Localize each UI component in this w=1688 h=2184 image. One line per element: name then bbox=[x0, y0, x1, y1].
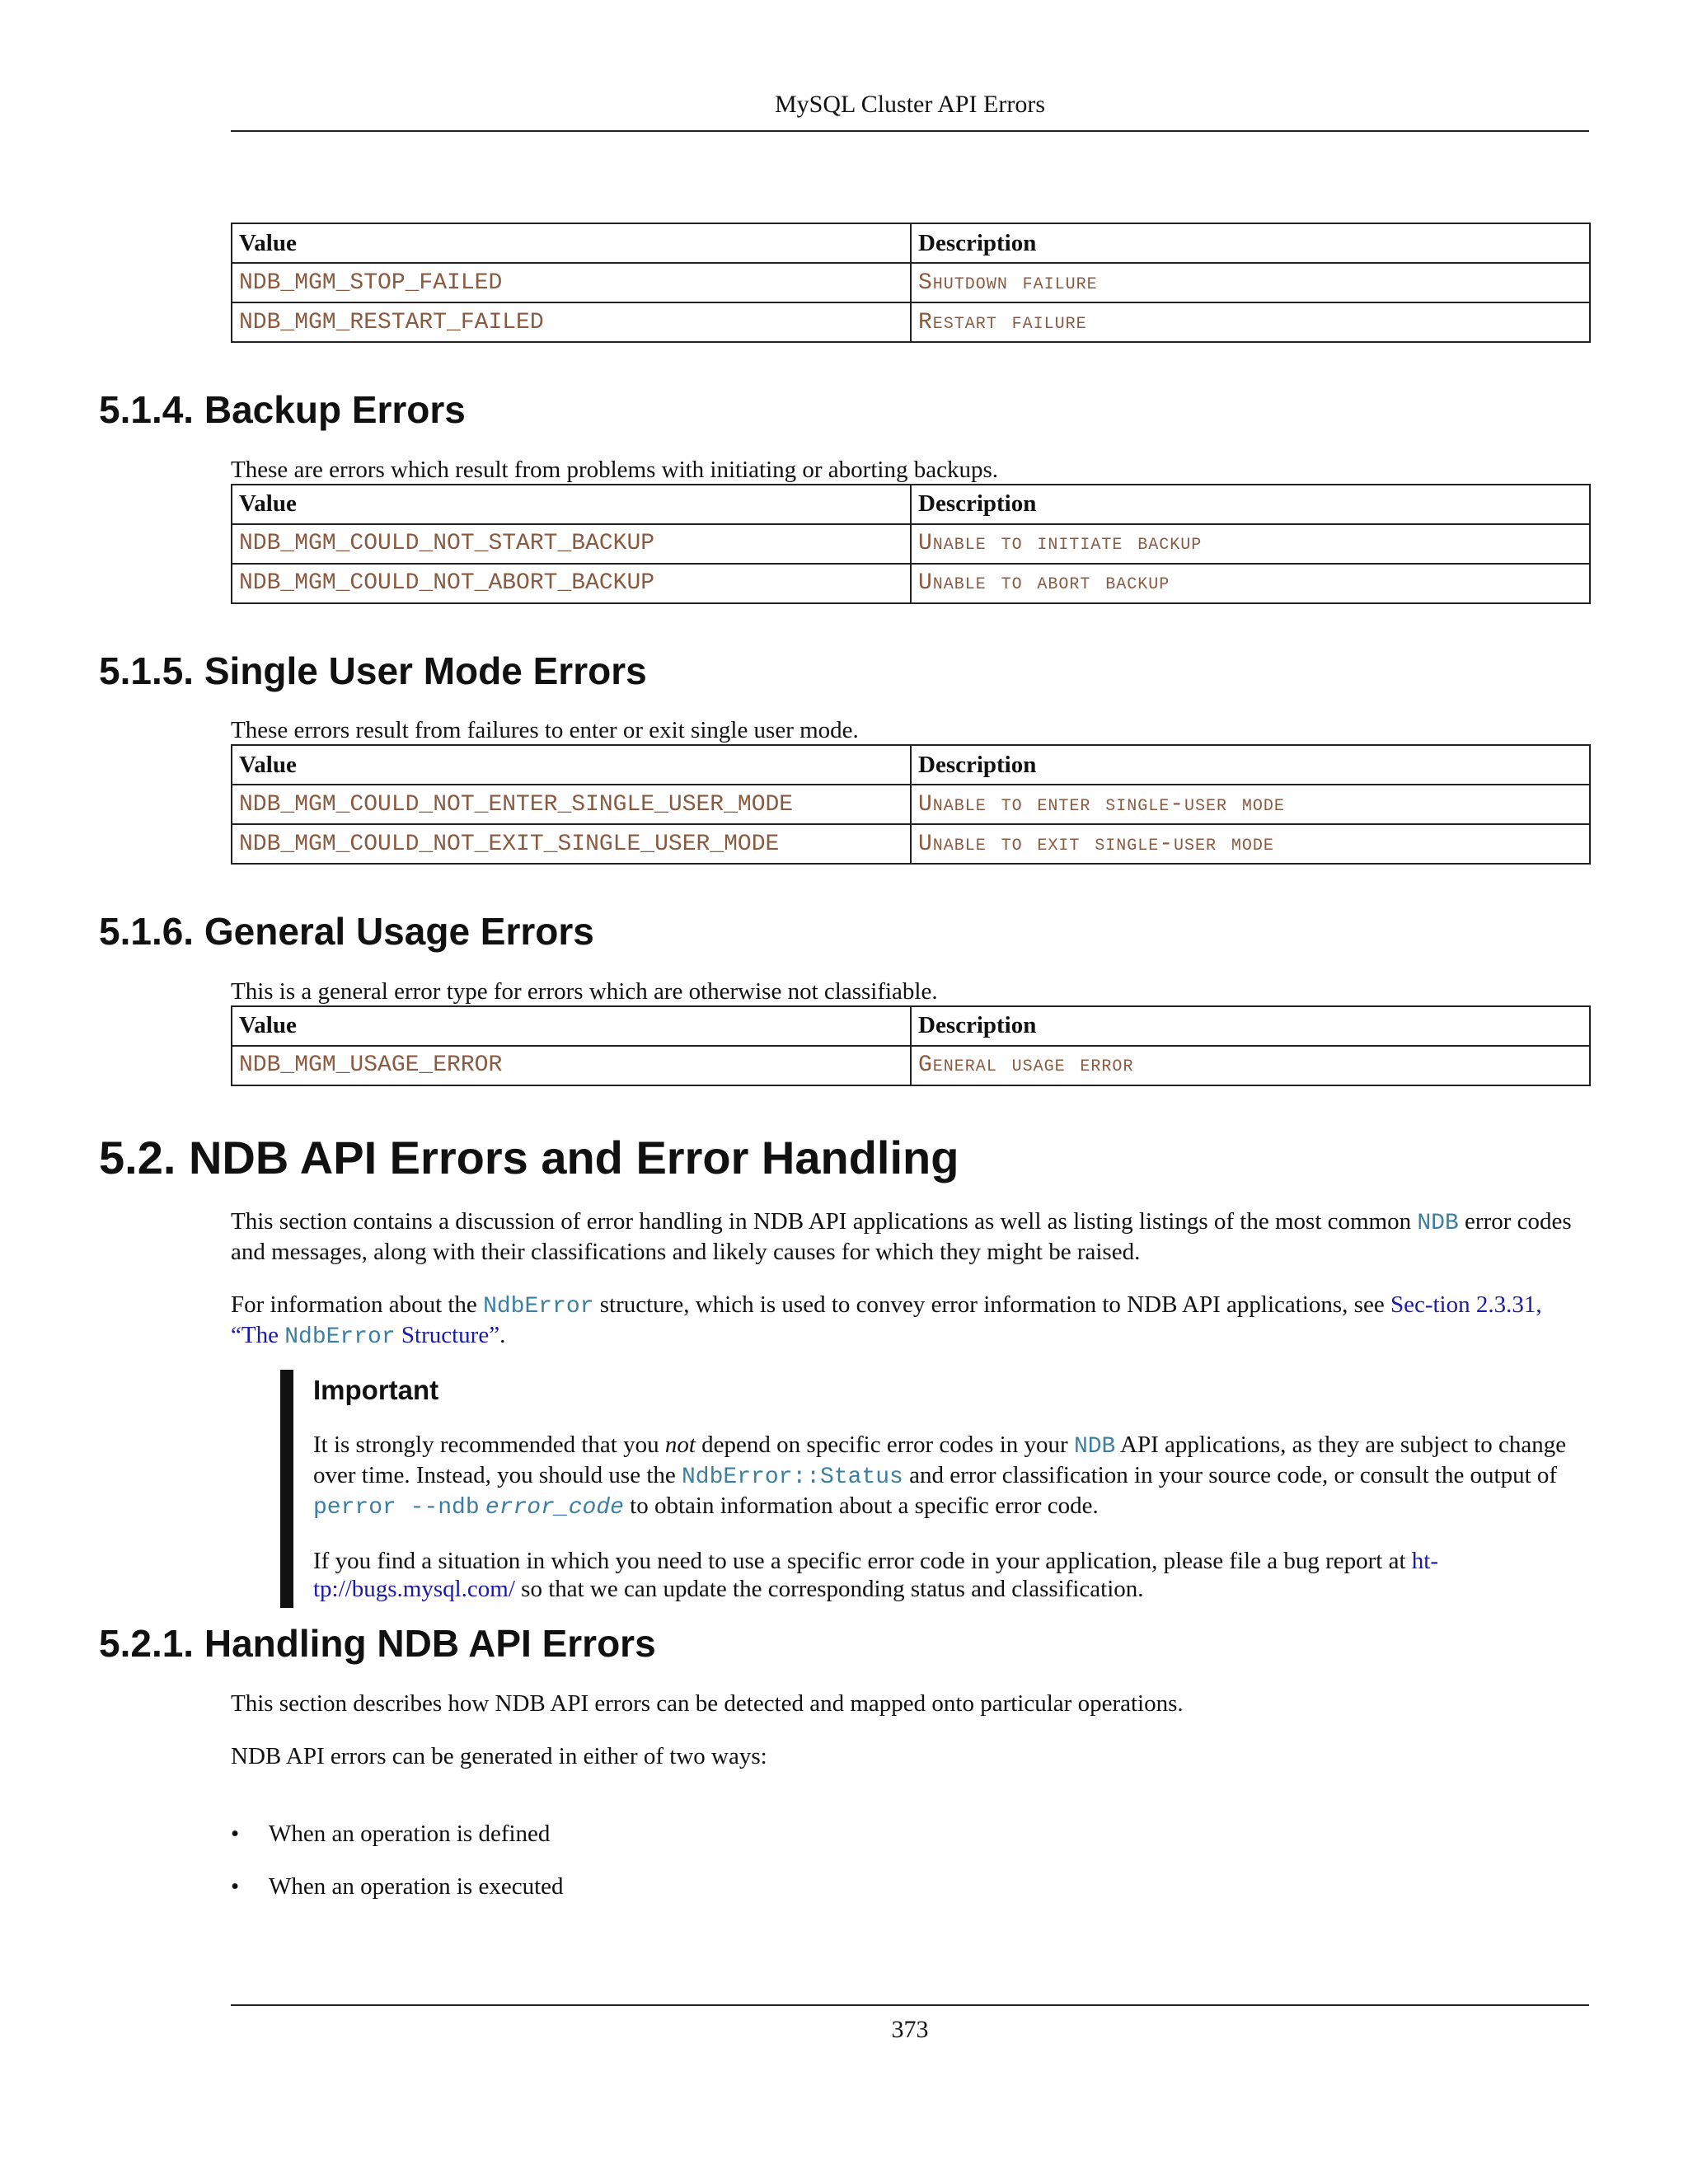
table-row bbox=[232, 302, 1590, 342]
page-header-title: MySQL Cluster API Errors bbox=[774, 91, 1046, 118]
inline-code-perror-command: perror --ndb bbox=[313, 1495, 480, 1521]
text-run: and error classification in your source code, or consult the output of bbox=[903, 1462, 1558, 1489]
section-intro-general: This is a general error type for errors which are otherwise not classifiable. bbox=[231, 977, 938, 1005]
text-run: It is strongly recommended that you bbox=[313, 1432, 665, 1459]
list-item-text: When an operation is defined bbox=[269, 1820, 551, 1847]
handling-ways-paragraph: NDB API errors can be generated in either of two ways: bbox=[231, 1742, 767, 1769]
text-run: to obtain information about a specific error code. bbox=[623, 1493, 1099, 1520]
bullet-icon: • bbox=[231, 1872, 240, 1900]
text-run: depend on specific error codes in your bbox=[695, 1432, 1074, 1459]
section-heading-handling-ndb-api-errors: 5.2.1. Handling NDB API Errors bbox=[99, 1622, 656, 1666]
error-description: Unable to enter single-user mode bbox=[911, 785, 1590, 824]
page-content bbox=[0, 223, 1688, 1925]
link-text: Structure” bbox=[395, 1322, 500, 1349]
emphasis: not bbox=[664, 1432, 696, 1459]
important-note-title: Important bbox=[313, 1375, 439, 1406]
handling-intro-paragraph: This section describes how NDB API errors can be detected and mapped onto particular operations. bbox=[231, 1690, 1184, 1717]
error-table-continued bbox=[231, 223, 1591, 343]
table-header-row bbox=[232, 1006, 1590, 1046]
ndb-api-intro-paragraph bbox=[231, 1207, 1591, 1266]
table-row bbox=[232, 785, 1590, 824]
inline-code-ndb: NDB bbox=[1073, 1434, 1116, 1460]
section-heading-ndb-api-errors: 5.2. NDB API Errors and Error Handling bbox=[99, 1131, 959, 1183]
important-note-paragraph bbox=[313, 1547, 1574, 1608]
error-description: Unable to abort backup bbox=[911, 564, 1590, 603]
error-generation-list bbox=[231, 1820, 1688, 1900]
error-table-general bbox=[231, 1005, 1591, 1086]
section-heading-general-usage-errors: 5.1.6. General Usage Errors bbox=[99, 910, 594, 954]
error-description: General usage error bbox=[911, 1046, 1590, 1085]
column-header-description: Description bbox=[911, 1006, 1590, 1046]
text-run: This section contains a discussion of error handling in NDB API applications as well as listing listings of the most common bbox=[231, 1208, 1418, 1235]
section-intro-single-user: These errors result from failures to enter or exit single user mode. bbox=[231, 717, 859, 744]
section-heading-single-user-errors: 5.1.5. Single User Mode Errors bbox=[99, 649, 647, 692]
page-number: 373 bbox=[891, 2016, 929, 2043]
page-footer bbox=[231, 2004, 1589, 2044]
inline-code-error-code-placeholder: error_code bbox=[485, 1495, 624, 1521]
column-header-description: Description bbox=[911, 223, 1590, 263]
list-item bbox=[231, 1872, 1688, 1900]
table-header-row bbox=[232, 485, 1590, 524]
error-table-single-user bbox=[231, 744, 1591, 865]
column-header-description: Description bbox=[911, 485, 1590, 524]
error-description: Restart failure bbox=[911, 302, 1590, 342]
error-description: Shutdown failure bbox=[911, 263, 1590, 302]
section-heading-backup-errors: 5.1.4. Backup Errors bbox=[99, 388, 466, 431]
column-header-value: Value bbox=[232, 1006, 911, 1046]
error-value: NDB_MGM_COULD_NOT_ENTER_SINGLE_USER_MODE bbox=[232, 785, 911, 824]
error-value: NDB_MGM_COULD_NOT_ABORT_BACKUP bbox=[232, 564, 911, 603]
error-value: NDB_MGM_RESTART_FAILED bbox=[232, 302, 911, 342]
bugs-mysql-link[interactable]: ht-tp://bugs.mysql.com/ bbox=[313, 1548, 1438, 1603]
text-run: For information about the bbox=[231, 1291, 484, 1319]
bullet-icon: • bbox=[231, 1820, 240, 1847]
inline-code-ndberror-status: NdbError::Status bbox=[682, 1465, 903, 1491]
ndberror-reference-paragraph bbox=[231, 1291, 1591, 1352]
error-table-backup bbox=[231, 484, 1591, 604]
text-run: API applications, as they are subject to change over time. Instead, you should use the bbox=[313, 1432, 1567, 1489]
table-row bbox=[232, 524, 1590, 564]
list-item-text: When an operation is executed bbox=[269, 1872, 564, 1900]
column-header-value: Value bbox=[232, 485, 911, 524]
link-text: Sec-tion 2.3.31, “The bbox=[231, 1291, 1542, 1349]
table-header-row bbox=[232, 745, 1590, 785]
column-header-value: Value bbox=[232, 745, 911, 785]
table-row bbox=[232, 263, 1590, 302]
page-header bbox=[231, 91, 1589, 132]
column-header-description: Description bbox=[911, 745, 1590, 785]
inline-code-ndberror: NdbError bbox=[483, 1294, 594, 1320]
section-intro-backup: These are errors which result from problems with initiating or aborting backups. bbox=[231, 456, 998, 483]
error-value: NDB_MGM_COULD_NOT_START_BACKUP bbox=[232, 524, 911, 564]
text-run: If you find a situation in which you need to use a specific error code in your application, please file a bug report at bbox=[313, 1548, 1412, 1575]
important-note bbox=[280, 1370, 1574, 1608]
text-run: so that we can update the corresponding status and classification. bbox=[514, 1576, 1144, 1603]
inline-code-ndb: NDB bbox=[1417, 1211, 1459, 1237]
table-row bbox=[232, 1046, 1590, 1085]
inline-code-ndberror: NdbError bbox=[284, 1324, 396, 1351]
list-item bbox=[231, 1820, 1688, 1848]
error-value: NDB_MGM_USAGE_ERROR bbox=[232, 1046, 911, 1085]
table-row bbox=[232, 564, 1590, 603]
important-note-paragraph bbox=[313, 1431, 1574, 1522]
text-run: structure, which is used to convey error information to NDB API applications, see bbox=[593, 1291, 1390, 1319]
error-description: Unable to initiate backup bbox=[911, 524, 1590, 564]
table-header-row bbox=[232, 223, 1590, 263]
text-run: . bbox=[499, 1322, 506, 1349]
column-header-value: Value bbox=[232, 223, 911, 263]
table-row bbox=[232, 824, 1590, 864]
error-value: NDB_MGM_STOP_FAILED bbox=[232, 263, 911, 302]
text-run: error codes and messages, along with their classifications and likely causes for which they might be raised. bbox=[231, 1208, 1572, 1266]
error-description: Unable to exit single-user mode bbox=[911, 824, 1590, 864]
error-value: NDB_MGM_COULD_NOT_EXIT_SINGLE_USER_MODE bbox=[232, 824, 911, 864]
